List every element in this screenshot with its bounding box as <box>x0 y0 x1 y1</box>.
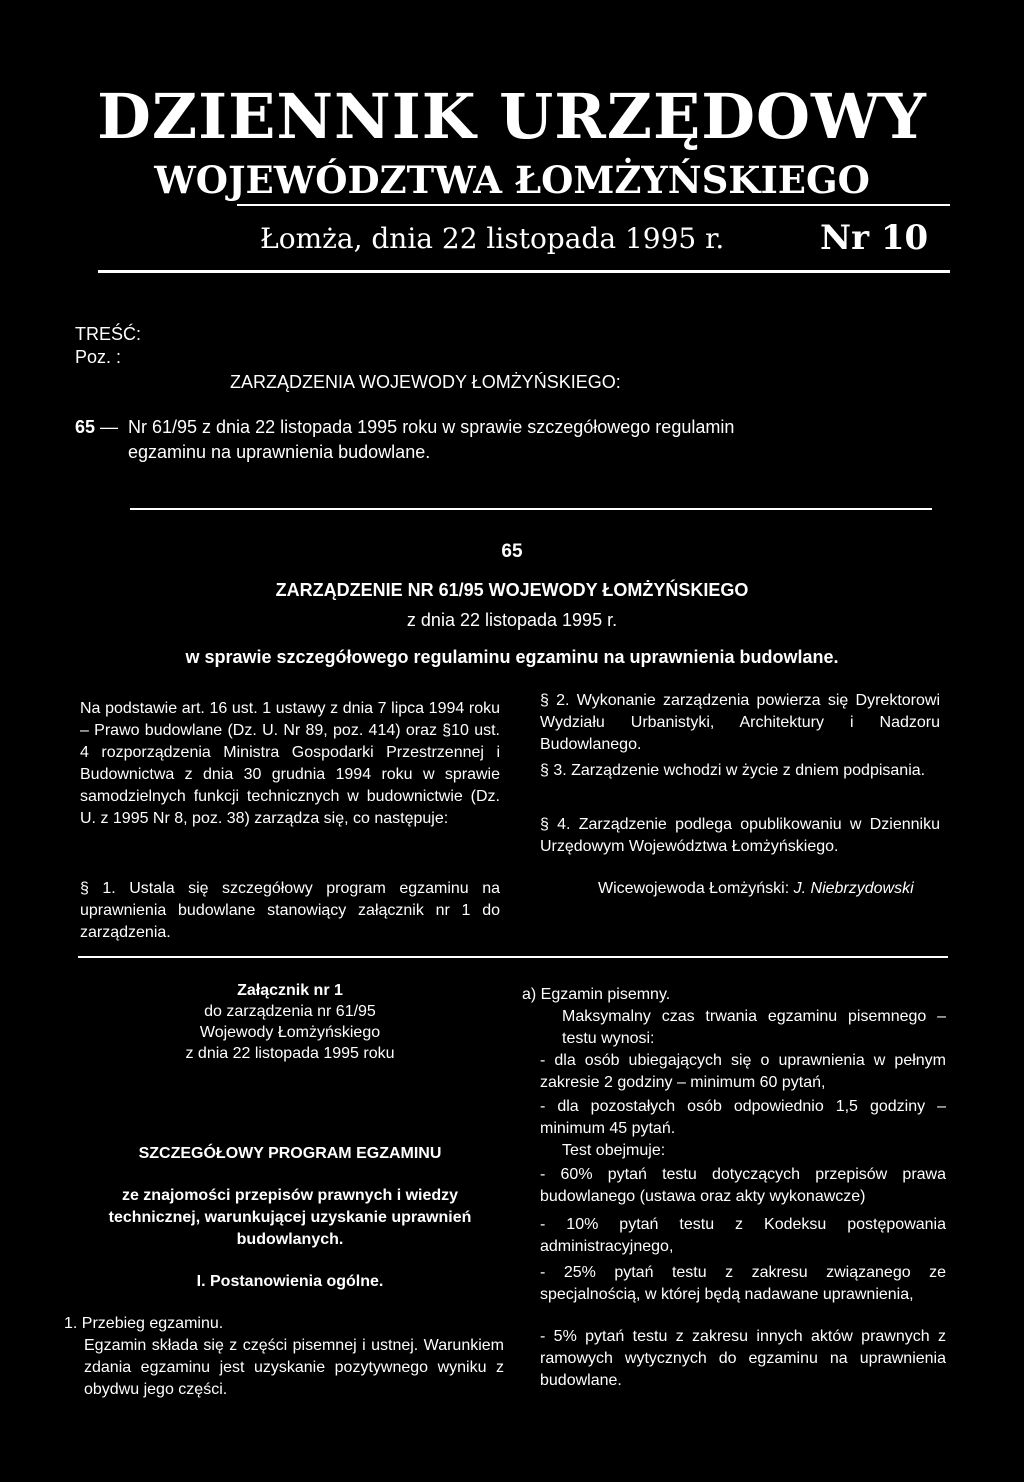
test-item-3: - 25% pytań testu z zakresu związanego ze specjalnością, w której będą nadawane uprawnienia, <box>540 1264 946 1303</box>
place-date: Łomża, dnia 22 listopada 1995 r. <box>260 222 725 255</box>
test-item-2: - 10% pytań testu z Kodeksu postępowania administracyjnego, <box>540 1216 946 1255</box>
ordinance-paragraph-3: § 3. Zarządzenie wchodzi w życie z dniem podpisania. <box>540 762 926 779</box>
ordinance-date: z dnia 22 listopada 1995 r. <box>406 610 618 630</box>
contents-entry-number: 65 <box>75 417 96 437</box>
contents-poz-label: Poz. : <box>75 347 122 367</box>
ordinance-subject: w sprawie szczegółowego regulaminu egzaminu na uprawnienia budowlane. <box>185 647 839 667</box>
test-item-4: - 5% pytań testu z zakresu innych aktów prawnych z ramowych wytycznych do egzaminu na uprawnienia budowlane. <box>540 1328 946 1389</box>
ordinance-paragraph-1: § 1. Ustala się szczegółowy program egzaminu na uprawnienia budowlane stanowiący załącznik nr 1 do zarządzenia. <box>80 880 500 941</box>
contents-section-heading: ZARZĄDZENIA WOJEWODY ŁOMŻYŃSKIEGO: <box>230 372 621 392</box>
masthead-subtitle: WOJEWÓDZTWA ŁOMŻYŃSKIEGO <box>154 158 870 202</box>
section-heading-general: I. Postanowienia ogólne. <box>196 1273 384 1290</box>
annex-divider <box>78 956 948 958</box>
contents-entry-line2: egzaminu na uprawnienia budowlane. <box>128 442 431 462</box>
contents-divider <box>130 508 932 510</box>
contents-entry-dash: — <box>100 417 118 437</box>
annex-title: Załącznik nr 1 <box>237 982 343 999</box>
signature-name: J. Niebrzydowski <box>793 880 914 897</box>
item-1-text: Egzamin składa się z części pisemnej i ustnej. Warunkiem zdania egzaminu jest uzyskanie pozytywnego wyniku z obydwu jego części. <box>84 1337 504 1398</box>
ordinance-signature <box>598 878 914 900</box>
ordinance-paragraph-2: § 2. Wykonanie zarządzenia powierza się Dyrektorowi Wydziału Urbanistyki, Architektury i Nadzoru Budowlanego. <box>540 692 940 753</box>
ordinance-preamble: Na podstawie art. 16 ust. 1 ustawy z dnia 7 lipca 1994 roku – Prawo budowlane (Dz. U. Nr 89, poz. 414) oraz §10 ust. 4 rozporządzenia Ministra Gospodarki Przestrzennej i Budownictwa z dnia 30 grudnia 1994 roku w sprawie samodzielnych funkcji technicznych w budownictwie (Dz. U. z 1995 Nr 8, poz. 38) zarządza się, co następuje: <box>80 700 500 827</box>
test-label: Test obejmuje: <box>562 1142 666 1159</box>
annex-line-2: do zarządzenia nr 61/95 <box>204 1003 376 1020</box>
ordinance-paragraph-4: § 4. Zarządzenie podlega opublikowaniu w Dzienniku Urzędowym Województwa Łomżyńskiego. <box>540 816 940 855</box>
contents-heading: TREŚĆ: <box>75 324 142 344</box>
written-exam-heading: a) Egzamin pisemny. <box>522 986 671 1003</box>
item-1-title: 1. Przebieg egzaminu. <box>64 1315 224 1332</box>
annex-line-4: z dnia 22 listopada 1995 roku <box>185 1045 395 1062</box>
test-item-1: - 60% pytań testu dotyczących przepisów prawa budowlanego (ustawa oraz akty wykonawcze) <box>540 1166 946 1205</box>
program-title: SZCZEGÓŁOWY PROGRAM EGZAMINU <box>138 1145 442 1162</box>
masthead-rule-bottom <box>98 270 950 273</box>
ordinance-title: ZARZĄDZENIE NR 61/95 WOJEWODY ŁOMŻYŃSKIEGO <box>275 580 749 600</box>
contents-entry-line1: Nr 61/95 z dnia 22 listopada 1995 roku w sprawie szczegółowego regulamin <box>128 417 735 437</box>
signature-role: Wicewojewoda Łomżyński: <box>598 880 794 897</box>
masthead-title: DZIENNIK URZĘDOWY <box>97 80 927 153</box>
masthead-rule-top <box>237 204 950 206</box>
issue-number: Nr 10 <box>820 218 929 258</box>
written-exam-bullet-2: - dla pozostałych osób odpowiednio 1,5 godziny – minimum 45 pytań. <box>540 1098 946 1137</box>
program-subtitle: ze znajomości przepisów prawnych i wiedzy technicznej, warunkującej uzyskanie uprawnień budowlanych. <box>108 1187 472 1248</box>
written-exam-bullet-1: - dla osób ubiegających się o uprawnienia w pełnym zakresie 2 godziny – minimum 60 pytań, <box>540 1052 946 1091</box>
written-exam-intro: Maksymalny czas trwania egzaminu pisemnego – testu wynosi: <box>562 1008 946 1047</box>
ordinance-number: 65 <box>501 541 523 562</box>
annex-line-3: Wojewody Łomżyńskiego <box>199 1024 381 1041</box>
